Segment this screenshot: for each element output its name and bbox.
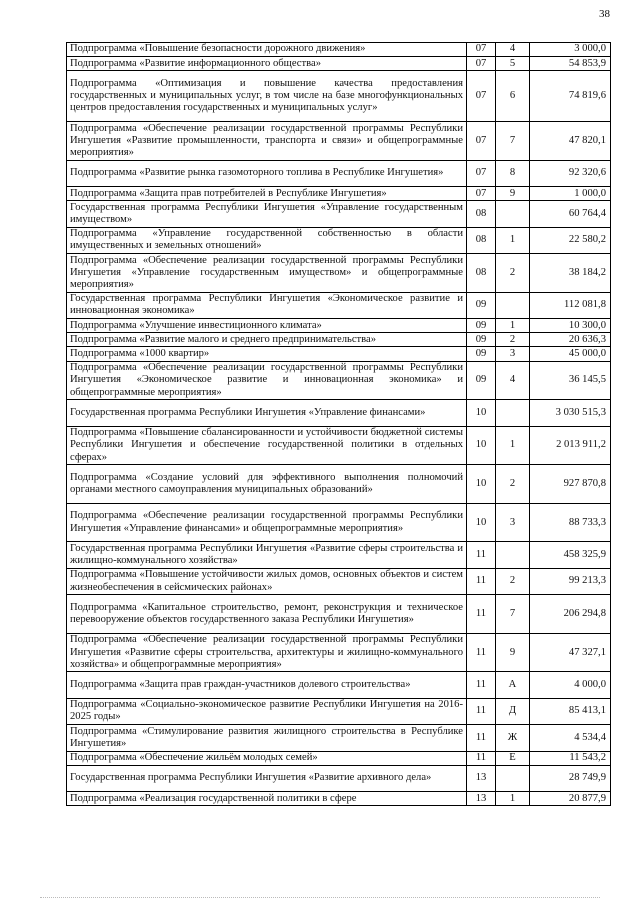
table-row [67, 71, 611, 122]
subsection-code-cell: 3 [496, 503, 530, 542]
section-code-cell: 11 [467, 595, 496, 634]
amount-cell: 20 636,3 [530, 333, 611, 347]
budget-table [66, 42, 611, 806]
subsection-code-cell: 1 [496, 792, 530, 806]
section-code-cell: 09 [467, 361, 496, 400]
amount-cell: 20 877,9 [530, 792, 611, 806]
subsection-code-cell [496, 292, 530, 318]
amount-cell: 36 145,5 [530, 361, 611, 400]
table-row [67, 361, 611, 400]
program-name-cell: Подпрограмма «Развитие информационного общества» [67, 57, 467, 71]
subsection-code-cell: 1 [496, 426, 530, 465]
section-code-cell: 10 [467, 400, 496, 426]
program-name-cell: Государственная программа Республики Ингушетия «Управление государственным имуществом» [67, 201, 467, 227]
amount-cell: 54 853,9 [530, 57, 611, 71]
table-row [67, 503, 611, 542]
table-row [67, 465, 611, 504]
program-name-cell: Подпрограмма «Стимулирование развития жилищного строительства в Республике Ингушетия» [67, 725, 467, 751]
amount-cell: 92 320,6 [530, 160, 611, 186]
subsection-code-cell: 5 [496, 57, 530, 71]
section-code-cell: 11 [467, 672, 496, 698]
amount-cell: 1 000,0 [530, 187, 611, 201]
section-code-cell: 07 [467, 160, 496, 186]
amount-cell: 11 543,2 [530, 751, 611, 765]
section-code-cell: 11 [467, 698, 496, 724]
table-row [67, 254, 611, 293]
amount-cell: 3 000,0 [530, 43, 611, 57]
subsection-code-cell: А [496, 672, 530, 698]
section-code-cell: 10 [467, 426, 496, 465]
program-name-cell: Подпрограмма «Улучшение инвестиционного климата» [67, 319, 467, 333]
table-row [67, 57, 611, 71]
amount-cell: 2 013 911,2 [530, 426, 611, 465]
subsection-code-cell: 7 [496, 122, 530, 161]
amount-cell: 74 819,6 [530, 71, 611, 122]
subsection-code-cell: 2 [496, 333, 530, 347]
program-name-cell: Подпрограмма «Повышение безопасности дорожного движения» [67, 43, 467, 57]
amount-cell: 88 733,3 [530, 503, 611, 542]
subsection-code-cell: 9 [496, 187, 530, 201]
subsection-code-cell: Д [496, 698, 530, 724]
subsection-code-cell: 2 [496, 465, 530, 504]
amount-cell: 927 870,8 [530, 465, 611, 504]
program-name-cell: Подпрограмма «Повышение сбалансированности и устойчивости бюджетной системы Республики Ингушетия и обеспечение государственной политики в отдельных сферах» [67, 426, 467, 465]
amount-cell: 112 081,8 [530, 292, 611, 318]
table-row [67, 542, 611, 568]
section-code-cell: 07 [467, 187, 496, 201]
section-code-cell: 08 [467, 227, 496, 253]
scan-artifact-line [40, 897, 600, 899]
program-name-cell: Государственная программа Республики Ингушетия «Развитие сферы строительства и жилищно-коммунального хозяйства» [67, 542, 467, 568]
subsection-code-cell [496, 542, 530, 568]
program-name-cell: Подпрограмма «1000 квартир» [67, 347, 467, 361]
subsection-code-cell: 7 [496, 595, 530, 634]
amount-cell: 28 749,9 [530, 765, 611, 791]
amount-cell: 47 820,1 [530, 122, 611, 161]
section-code-cell: 11 [467, 725, 496, 751]
subsection-code-cell: 4 [496, 361, 530, 400]
table-row [67, 319, 611, 333]
subsection-code-cell: 2 [496, 254, 530, 293]
subsection-code-cell: 4 [496, 43, 530, 57]
section-code-cell: 07 [467, 43, 496, 57]
section-code-cell: 07 [467, 122, 496, 161]
subsection-code-cell: 1 [496, 227, 530, 253]
program-name-cell: Подпрограмма «Обеспечение жильём молодых семей» [67, 751, 467, 765]
program-name-cell: Подпрограмма «Реализация государственной политики в сфере [67, 792, 467, 806]
amount-cell: 38 184,2 [530, 254, 611, 293]
section-code-cell: 09 [467, 333, 496, 347]
program-name-cell: Подпрограмма «Обеспечение реализации государственной программы Республики Ингушетия «Управление финансами» и общепрограммные мероприятия» [67, 503, 467, 542]
budget-table-body [67, 43, 611, 806]
subsection-code-cell [496, 765, 530, 791]
subsection-code-cell: 8 [496, 160, 530, 186]
table-row [67, 765, 611, 791]
section-code-cell: 11 [467, 751, 496, 765]
table-row [67, 751, 611, 765]
section-code-cell: 09 [467, 319, 496, 333]
amount-cell: 85 413,1 [530, 698, 611, 724]
amount-cell: 60 764,4 [530, 201, 611, 227]
amount-cell: 99 213,3 [530, 568, 611, 594]
program-name-cell: Подпрограмма «Социально-экономическое развитие Республики Ингушетия на 2016-2025 годы» [67, 698, 467, 724]
section-code-cell: 08 [467, 201, 496, 227]
table-row [67, 333, 611, 347]
table-row [67, 201, 611, 227]
program-name-cell: Подпрограмма «Развитие рынка газомоторного топлива в Республике Ингушетия» [67, 160, 467, 186]
table-row [67, 725, 611, 751]
section-code-cell: 10 [467, 465, 496, 504]
section-code-cell: 09 [467, 292, 496, 318]
section-code-cell: 11 [467, 568, 496, 594]
table-row [67, 698, 611, 724]
table-row [67, 43, 611, 57]
amount-cell: 206 294,8 [530, 595, 611, 634]
table-row [67, 122, 611, 161]
table-row [67, 792, 611, 806]
program-name-cell: Государственная программа Республики Ингушетия «Управление финансами» [67, 400, 467, 426]
subsection-code-cell: 3 [496, 347, 530, 361]
table-row [67, 672, 611, 698]
section-code-cell: 07 [467, 57, 496, 71]
amount-cell: 10 300,0 [530, 319, 611, 333]
amount-cell: 4 534,4 [530, 725, 611, 751]
program-name-cell: Подпрограмма «Защита прав потребителей в Республике Ингушетия» [67, 187, 467, 201]
table-row [67, 595, 611, 634]
program-name-cell: Подпрограмма «Создание условий для эффективного выполнения полномочий органами местного самоуправления муниципальных образований» [67, 465, 467, 504]
program-name-cell: Подпрограмма «Капитальное строительство, ремонт, реконструкция и техническое перевооружение объектов государственного заказа Республики Ингушетия» [67, 595, 467, 634]
program-name-cell: Подпрограмма «Обеспечение реализации государственной программы Республики Ингушетия «Экономическое развитие и инновационная экономика» и общепрограммные мероприятия» [67, 361, 467, 400]
table-row [67, 633, 611, 672]
section-code-cell: 13 [467, 765, 496, 791]
amount-cell: 45 000,0 [530, 347, 611, 361]
subsection-code-cell: Е [496, 751, 530, 765]
page-number: 38 [599, 8, 610, 20]
program-name-cell: Подпрограмма «Повышение устойчивости жилых домов, основных объектов и систем жизнеобеспечения в сейсмических районах» [67, 568, 467, 594]
amount-cell: 22 580,2 [530, 227, 611, 253]
section-code-cell: 11 [467, 542, 496, 568]
section-code-cell: 07 [467, 71, 496, 122]
program-name-cell: Подпрограмма «Развитие малого и среднего предпринимательства» [67, 333, 467, 347]
program-name-cell: Подпрограмма «Защита прав граждан-участников долевого строительства» [67, 672, 467, 698]
subsection-code-cell: 1 [496, 319, 530, 333]
program-name-cell: Подпрограмма «Управление государственной собственностью в области имущественных и земельных отношений» [67, 227, 467, 253]
section-code-cell: 11 [467, 633, 496, 672]
program-name-cell: Подпрограмма «Обеспечение реализации государственной программы Республики Ингушетия «Развитие промышленности, транспорта и связи» и общепрограммные мероприятия» [67, 122, 467, 161]
subsection-code-cell: 2 [496, 568, 530, 594]
table-row [67, 426, 611, 465]
subsection-code-cell: 9 [496, 633, 530, 672]
table-row [67, 227, 611, 253]
program-name-cell: Подпрограмма «Обеспечение реализации государственной программы Республики Ингушетия «Управление государственным имуществом» и общепрограммные мероприятия» [67, 254, 467, 293]
section-code-cell: 13 [467, 792, 496, 806]
amount-cell: 4 000,0 [530, 672, 611, 698]
section-code-cell: 09 [467, 347, 496, 361]
amount-cell: 458 325,9 [530, 542, 611, 568]
subsection-code-cell: 6 [496, 71, 530, 122]
program-name-cell: Подпрограмма «Оптимизация и повышение качества предоставления государственных и муниципальных услуг, в том числе на базе многофункциональных центров предоставления государственных и муниципальных услуг» [67, 71, 467, 122]
table-row [67, 568, 611, 594]
section-code-cell: 10 [467, 503, 496, 542]
table-row [67, 347, 611, 361]
program-name-cell: Подпрограмма «Обеспечение реализации государственной программы Республики Ингушетия «Развитие сферы строительства, архитектуры и жилищно-коммунального хозяйства» и общепрограммные мероприятия» [67, 633, 467, 672]
table-row [67, 187, 611, 201]
amount-cell: 3 030 515,3 [530, 400, 611, 426]
subsection-code-cell [496, 400, 530, 426]
table-row [67, 400, 611, 426]
section-code-cell: 08 [467, 254, 496, 293]
subsection-code-cell: Ж [496, 725, 530, 751]
subsection-code-cell [496, 201, 530, 227]
amount-cell: 47 327,1 [530, 633, 611, 672]
program-name-cell: Государственная программа Республики Ингушетия «Экономическое развитие и инновационная экономика» [67, 292, 467, 318]
table-row [67, 292, 611, 318]
table-row [67, 160, 611, 186]
program-name-cell: Государственная программа Республики Ингушетия «Развитие архивного дела» [67, 765, 467, 791]
